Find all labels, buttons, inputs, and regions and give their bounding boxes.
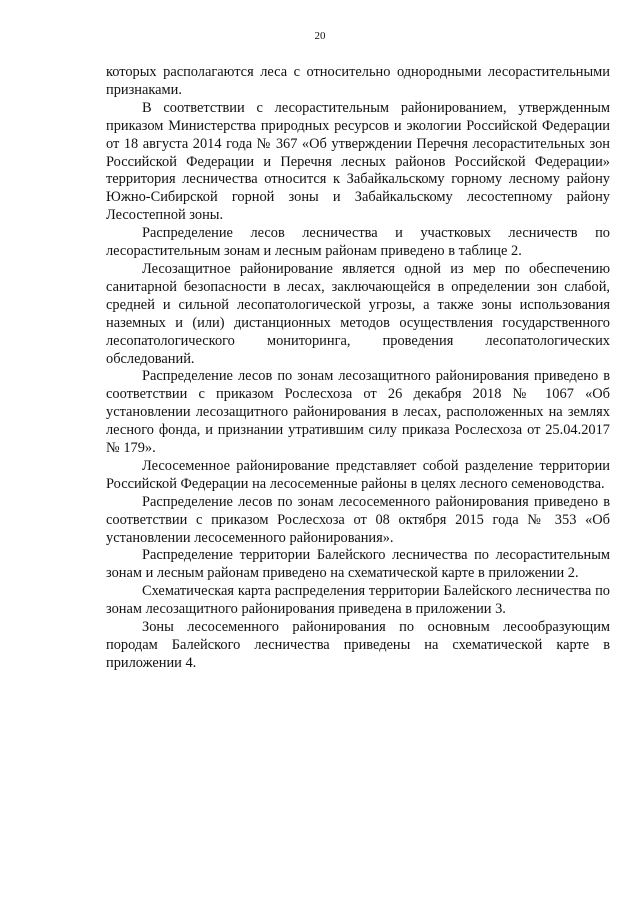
- page-number: 20: [314, 30, 326, 42]
- paragraph-forest-zoning: В соответствии с лесорастительным районированием, утвержденным приказом Министерства природных ресурсов и экологии Российской Федерации от 18 августа 2014 года № 367 «Об утверждении Перечня лесорастительных зон Российской Федерации и Перечня лесных районов Российской Федерации» территория лесничества относится к Забайкальскому горному лесному району Южно-Сибирской горной зоны и Забайкальскому лесостепному району Лесостепной зоны.: [106, 99, 610, 224]
- paragraph-forest-protection-zoning: Лесозащитное районирование является одной из мер по обеспечению санитарной безопасности в лесах, заключающейся в определении зон слабой, средней и сильной лесопатологической угрозы, а также зоны использования наземных и (или) дистанционных методов осуществления государственного лесопатологического мониторинга, проведения лесопатологических обследований.: [106, 260, 610, 367]
- paragraph-seed-zoning-order: Распределение лесов по зонам лесосеменного районирования приведено в соответствии с приказом Рослесхоза от 08 октября 2015 года № 353 «Об установлении лесосеменного районирования».: [106, 493, 610, 546]
- paragraph-appendix-2: Распределение территории Балейского лесничества по лесорастительным зонам и лесным районам приведено на схематической карте в приложении 2.: [106, 547, 610, 582]
- paragraph-protection-zoning-order: Распределение лесов по зонам лесозащитного районирования приведено в соответствии с приказом Рослесхоза от 26 декабря 2018 № 1067 «Об установлении лесозащитного районирования в лесах, расположенных на землях лесного фонда, и признании утратившим силу приказа Рослесхоза от 25.04.2017 № 179».: [106, 368, 610, 457]
- paragraph-appendix-4: Зоны лесосеменного районирования по основным лесообразующим породам Балейского лесничества приведены на схематической карте в приложении 4.: [106, 619, 610, 671]
- paragraph-continuation: которых располагаются леса с относительно однородными лесорастительными признаками.: [106, 64, 610, 98]
- paragraph-forest-distribution-table: Распределение лесов лесничества и участковых лесничеств по лесорастительным зонам и лесным районам приведено в таблице 2.: [106, 225, 610, 260]
- paragraph-seed-zoning: Лесосеменное районирование представляет собой разделение территории Российской Федерации на лесосеменные районы в целях лесного семеноводства.: [106, 457, 610, 492]
- document-body: [106, 64, 610, 673]
- paragraph-appendix-3: Схематическая карта распределения территории Балейского лесничества по зонам лесозащитного районирования приведена в приложении 3.: [106, 583, 610, 618]
